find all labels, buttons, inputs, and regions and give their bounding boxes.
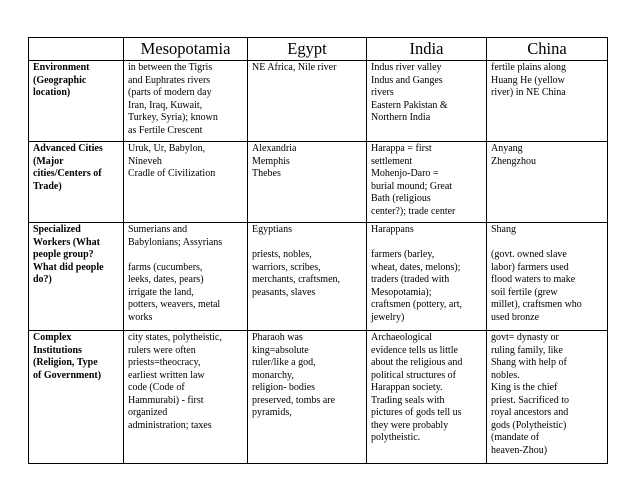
cell-line: organized [128, 407, 168, 418]
cell-line [491, 237, 604, 250]
cell-line: potters, weavers, metal [128, 299, 221, 310]
cell-complex-institutions-china [487, 331, 608, 464]
row-header-line: What did people [33, 261, 104, 273]
cell-advanced-cities-egypt [248, 142, 367, 223]
cell-line [371, 237, 483, 250]
cell-line: rulers were often [128, 344, 196, 356]
cell-specialized-workers-mesopotamia [124, 223, 248, 331]
cell-line: burial mound; Great [371, 180, 453, 192]
cell-line: nobles. [491, 369, 520, 381]
cell-line: center?); trade center [371, 205, 456, 217]
cell-line: works [128, 311, 153, 323]
cell-line: Cradle of Civilization [128, 168, 216, 179]
table-row-advanced-cities [29, 142, 608, 223]
cell-line: Mesopotamia); [371, 286, 432, 298]
cell-line: Mohenjo-Daro = [371, 168, 439, 179]
cell-line: ruling family, like [491, 344, 563, 356]
cell-line: Alexandria [252, 143, 297, 154]
cell-line: flood waters to make [491, 274, 576, 285]
cell-line: jewelry) [371, 311, 405, 323]
cell-line: priest. Sacrificed to [491, 394, 570, 406]
row-header-line: of Government) [33, 369, 102, 381]
header-china: China [487, 38, 608, 61]
civilizations-table [28, 37, 608, 464]
table-row-specialized-workers [29, 223, 608, 331]
cell-advanced-cities-mesopotamia [124, 142, 248, 223]
cell-line: farms (cucumbers, [128, 261, 203, 273]
cell-line: leeks, dates, pears) [128, 274, 204, 285]
cell-line: rivers [371, 87, 394, 98]
row-header-line: Institutions [33, 344, 82, 356]
cell-line: Anyang [491, 143, 523, 154]
cell-line: as Fertile Crescent [128, 124, 203, 136]
cell-line: Memphis [252, 155, 290, 167]
cell-line: soil fertile (grew [491, 286, 558, 298]
cell-line [252, 237, 363, 250]
cell-line: about the religious and [371, 357, 463, 368]
cell-line: river) in NE China [491, 87, 566, 98]
row-header-complex-institutions [29, 331, 124, 464]
cell-line: peasants, slaves [252, 286, 316, 298]
cell-line: used bronze [491, 311, 540, 323]
cell-line: merchants, craftsmen, [252, 274, 341, 285]
cell-environment-china [487, 61, 608, 142]
cell-line: city states, polytheistic, [128, 332, 222, 343]
cell-line: Eastern Pakistan & [371, 99, 448, 111]
cell-line: code (Code of [128, 382, 185, 393]
cell-line: evidence tells us little [371, 344, 458, 356]
row-header-line: people group? [33, 249, 94, 260]
cell-line: preserved, tombs are [252, 394, 336, 406]
cell-line: warriors, scribes, [252, 261, 321, 273]
cell-line: Zhengzhou [491, 155, 536, 167]
row-header-line: (Major [33, 155, 64, 167]
cell-line: and Euphrates rivers [128, 74, 211, 86]
cell-line: king=absolute [252, 344, 309, 356]
table-row-complex-institutions [29, 331, 608, 464]
cell-line: irrigate the land, [128, 286, 194, 298]
cell-environment-india [367, 61, 487, 142]
cell-line: Harappans [371, 224, 414, 235]
row-header-environment [29, 61, 124, 142]
cell-line: Pharaoh was [252, 332, 303, 343]
cell-line: wheat, dates, melons); [371, 261, 461, 273]
cell-specialized-workers-egypt [248, 223, 367, 331]
cell-line: Harappa = first [371, 143, 432, 154]
cell-line: earliest written law [128, 369, 205, 381]
row-header-line: Specialized [33, 224, 81, 235]
row-header-line: (Religion, Type [33, 357, 98, 368]
corner-header [29, 38, 124, 61]
cell-line: Indus river valley [371, 62, 442, 73]
cell-advanced-cities-india [367, 142, 487, 223]
cell-line: in between the Tigris [128, 62, 213, 73]
cell-line: farmers (barley, [371, 249, 435, 260]
header-india: India [367, 38, 487, 61]
row-header-advanced-cities [29, 142, 124, 223]
cell-line: priests, nobles, [252, 249, 312, 260]
cell-line [128, 249, 244, 262]
row-header-line: Trade) [33, 180, 62, 192]
cell-line: Iran, Iraq, Kuwait, [128, 99, 203, 111]
cell-line: (govt. owned slave [491, 249, 567, 260]
cell-line: millet), craftsmen who [491, 299, 582, 310]
cell-line: craftsmen (pottery, art, [371, 299, 462, 310]
cell-line: (parts of modern day [128, 87, 212, 98]
cell-line: Hammurabi) - first [128, 394, 204, 406]
cell-line: Thebes [252, 168, 281, 179]
cell-line: Harappan society. [371, 382, 443, 393]
cell-line: fertile plains along [491, 62, 566, 73]
cell-line: Bath (religious [371, 193, 431, 204]
cell-advanced-cities-china [487, 142, 608, 223]
cell-specialized-workers-india [367, 223, 487, 331]
cell-line: political structures of [371, 369, 456, 381]
cell-line: Indus and Ganges [371, 74, 443, 86]
cell-line: labor) farmers used [491, 261, 569, 273]
cell-line: govt= dynasty or [491, 332, 559, 343]
row-header-line: Complex [33, 332, 72, 343]
header-row [29, 38, 608, 61]
cell-complex-institutions-egypt [248, 331, 367, 464]
cell-line: Huang He (yellow [491, 74, 565, 86]
cell-line: pyramids, [252, 407, 292, 418]
row-header-line: do?) [33, 274, 52, 285]
cell-line: Archaeological [371, 332, 433, 343]
cell-line: King is the chief [491, 382, 558, 393]
row-header-line: cities/Centers of [33, 168, 102, 179]
cell-line: settlement [371, 155, 413, 167]
cell-complex-institutions-mesopotamia [124, 331, 248, 464]
cell-specialized-workers-china [487, 223, 608, 331]
cell-line: monarchy, [252, 369, 294, 381]
cell-line: Sumerians and [128, 224, 188, 235]
cell-line: Northern India [371, 112, 431, 123]
row-header-line: Advanced Cities [33, 143, 103, 154]
header-mesopotamia: Mesopotamia [124, 38, 248, 61]
cell-line: religion- bodies [252, 382, 316, 393]
cell-line: Nineveh [128, 155, 162, 167]
row-header-line: Environment [33, 62, 90, 73]
cell-line: gods (Polytheistic) [491, 419, 567, 431]
cell-line: Shang with help of [491, 357, 567, 368]
cell-line: Babylonians; Assyrians [128, 236, 223, 248]
cell-line: Turkey, Syria); known [128, 112, 218, 123]
row-header-specialized-workers [29, 223, 124, 331]
cell-line: NE Africa, Nile river [252, 62, 337, 73]
cell-line: Uruk, Ur, Babylon, [128, 143, 206, 154]
cell-line: heaven-Zhou) [491, 444, 548, 456]
cell-line: traders (traded with [371, 274, 450, 285]
cell-complex-institutions-india [367, 331, 487, 464]
cell-line: royal ancestors and [491, 407, 569, 418]
header-egypt: Egypt [248, 38, 367, 61]
cell-line: pictures of gods tell us [371, 407, 462, 418]
row-header-line: (Geographic [33, 74, 87, 86]
cell-line: Egyptians [252, 224, 292, 235]
cell-line: (mandate of [491, 432, 540, 443]
cell-environment-egypt [248, 61, 367, 142]
cell-line: they were probably [371, 419, 449, 431]
cell-line: Trading seals with [371, 394, 445, 406]
row-header-line: location) [33, 87, 71, 98]
cell-line: ruler/like a god, [252, 357, 316, 368]
cell-line: polytheistic. [371, 432, 421, 443]
cell-line: priests=theocracy, [128, 357, 201, 368]
table-row-environment [29, 61, 608, 142]
cell-line: Shang [491, 224, 516, 235]
row-header-line: Workers (What [33, 236, 100, 248]
cell-environment-mesopotamia [124, 61, 248, 142]
cell-line: administration; taxes [128, 419, 212, 431]
